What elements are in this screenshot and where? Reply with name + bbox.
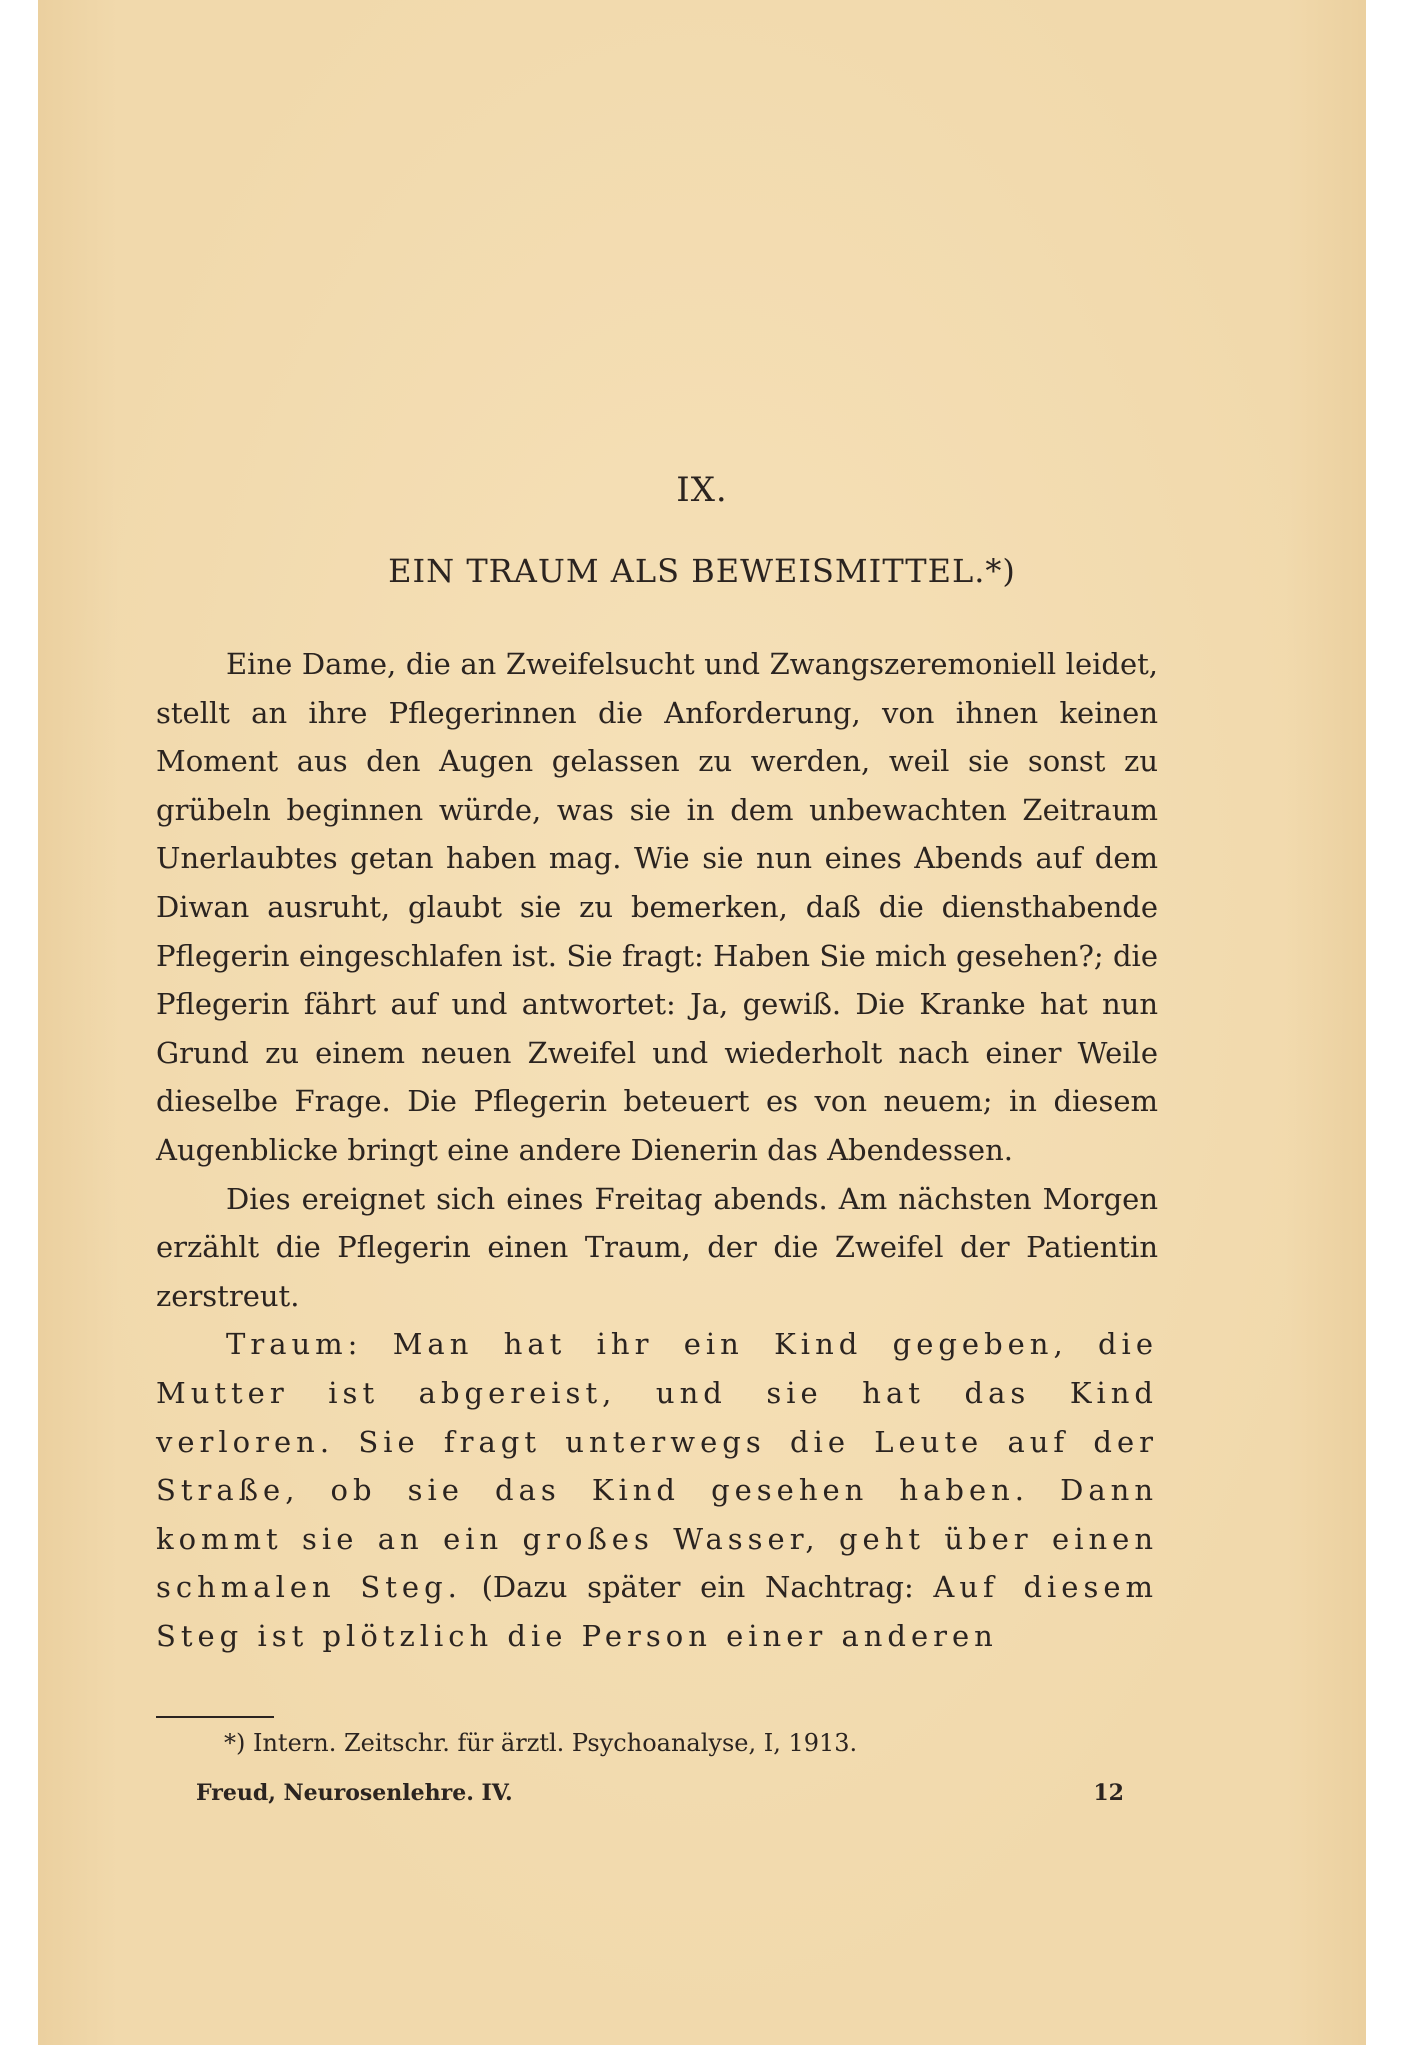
signature-number: 12 bbox=[1093, 1780, 1124, 1806]
signature-line: Freud, Neurosenlehre. IV. bbox=[196, 1780, 513, 1806]
footnote-rule bbox=[156, 1716, 274, 1718]
dream-addendum-text: (Dazu später ein Nachtrag: bbox=[461, 1570, 934, 1605]
footnote: *) Intern. Zeitschr. für ärztl. Psychoanalyse, I, 1913. bbox=[224, 1729, 858, 1757]
dream-addendum-spaced: Auf diesem Steg ist plötzlich die Person einer anderen bbox=[156, 1570, 1159, 1653]
body-text bbox=[156, 640, 1158, 1660]
paragraph-1: Eine Dame, die an Zweifelsucht und Zwangszeremoniell leidet, stellt an ihre Pflegerinnen die Anforderung, von ihnen keinen Moment aus den Augen gelassen zu werden, weil sie sonst zu grübeln beginnen würde, was sie in dem unbewachten Zeitraum Unerlaubtes getan haben mag. Wie sie nun eines Abends auf dem Diwan ausruht, glaubt sie zu bemerken, daß die diensthabende Pflegerin eingeschlafen ist. Sie fragt: Haben Sie mich gesehen?; die Pflegerin fährt auf und antwortet: Ja, gewiß. Die Kranke hat nun Grund zu einem neuen Zweifel und wiederholt nach einer Weile dieselbe Frage. Die Pflegerin beteuert es von neuem; in diesem Augenblicke bringt eine andere Dienerin das Abendessen. bbox=[156, 647, 1158, 1167]
paragraph-2: Dies ereignet sich eines Freitag abends. Am nächsten Morgen erzählt die Pflegerin einen Traum, der die Zweifel der Patientin zerstreut. bbox=[156, 1181, 1158, 1313]
dream-text-spaced: Traum: Man hat ihr ein Kind gegeben, die Mutter ist abgereist, und sie hat das Kind verloren. Sie fragt unterwegs die Leute auf der Straße, ob sie das Kind gesehen haben. Dann kommt sie an ein großes Wasser, geht über einen schmalen Steg. bbox=[156, 1327, 1158, 1605]
paragraph-3 bbox=[156, 1320, 1158, 1660]
book-page bbox=[38, 0, 1366, 2045]
chapter-number: IX. bbox=[676, 470, 728, 510]
chapter-title: EIN TRAUM ALS BEWEISMITTEL.*) bbox=[388, 552, 1016, 590]
